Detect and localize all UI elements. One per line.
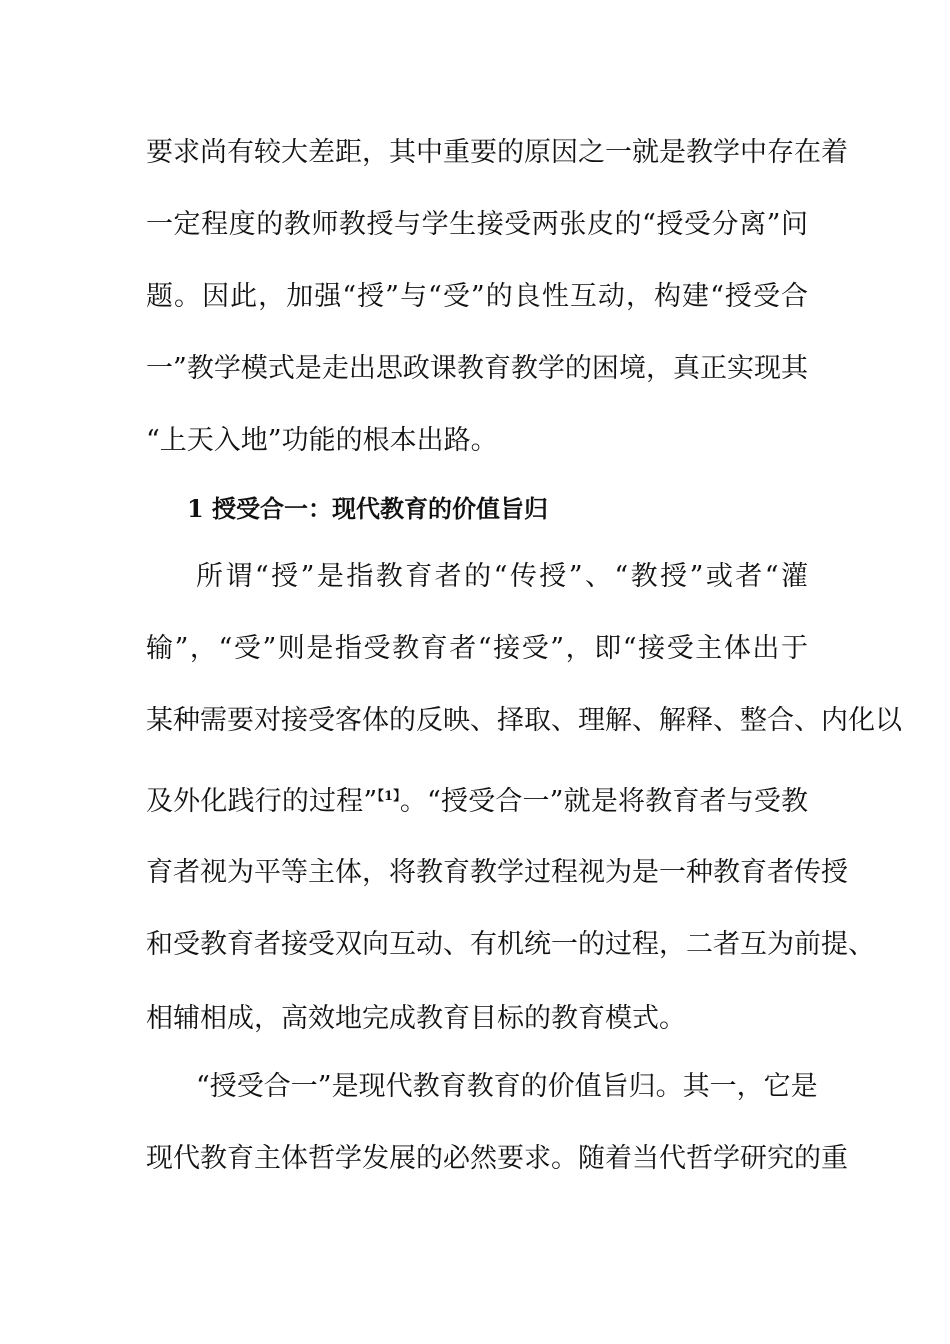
text-segment: 及外化践行的过程” bbox=[146, 786, 378, 817]
text-line: 题。因此，加强“授”与“受”的良性互动，构建“授受合 bbox=[146, 281, 808, 312]
text-segment: 。“授受合一”就是将教育者与受教 bbox=[399, 786, 808, 817]
text-line: 和受教育者接受双向互动、有机统一的过程，二者互为前提、 bbox=[146, 929, 875, 960]
text-line: 育者视为平等主体，将教育教学过程视为是一种教育者传授 bbox=[146, 857, 848, 888]
text-line: 要求尚有较大差距，其中重要的原因之一就是教学中存在着 bbox=[146, 137, 848, 168]
text-line: 一”教学模式是走出思政课教育教学的困境，真正实现其 bbox=[146, 353, 808, 384]
section-heading: 1 授受合一：现代教育的价值旨归 bbox=[187, 494, 549, 523]
text-line: “上天入地”功能的根本出路。 bbox=[146, 425, 498, 456]
text-line: 所谓“授”是指教育者的“传授”、“教授”或者“灌 bbox=[196, 561, 808, 592]
text-line: 输”，“受”则是指受教育者“接受”，即“接受主体出于 bbox=[146, 633, 808, 664]
citation-marker: 【1】 bbox=[377, 789, 400, 804]
text-line: 一定程度的教师教授与学生接受两张皮的“授受分离”问 bbox=[146, 209, 808, 240]
text-line-with-citation bbox=[146, 777, 808, 817]
text-line: 某种需要对接受客体的反映、择取、理解、解释、整合、内化以 bbox=[146, 705, 902, 736]
text-line: 现代教育主体哲学发展的必然要求。随着当代哲学研究的重 bbox=[146, 1143, 848, 1174]
text-line: 相辅相成，高效地完成教育目标的教育模式。 bbox=[146, 1003, 686, 1034]
text-line: “授受合一”是现代教育教育的价值旨归。其一，它是 bbox=[196, 1071, 818, 1102]
